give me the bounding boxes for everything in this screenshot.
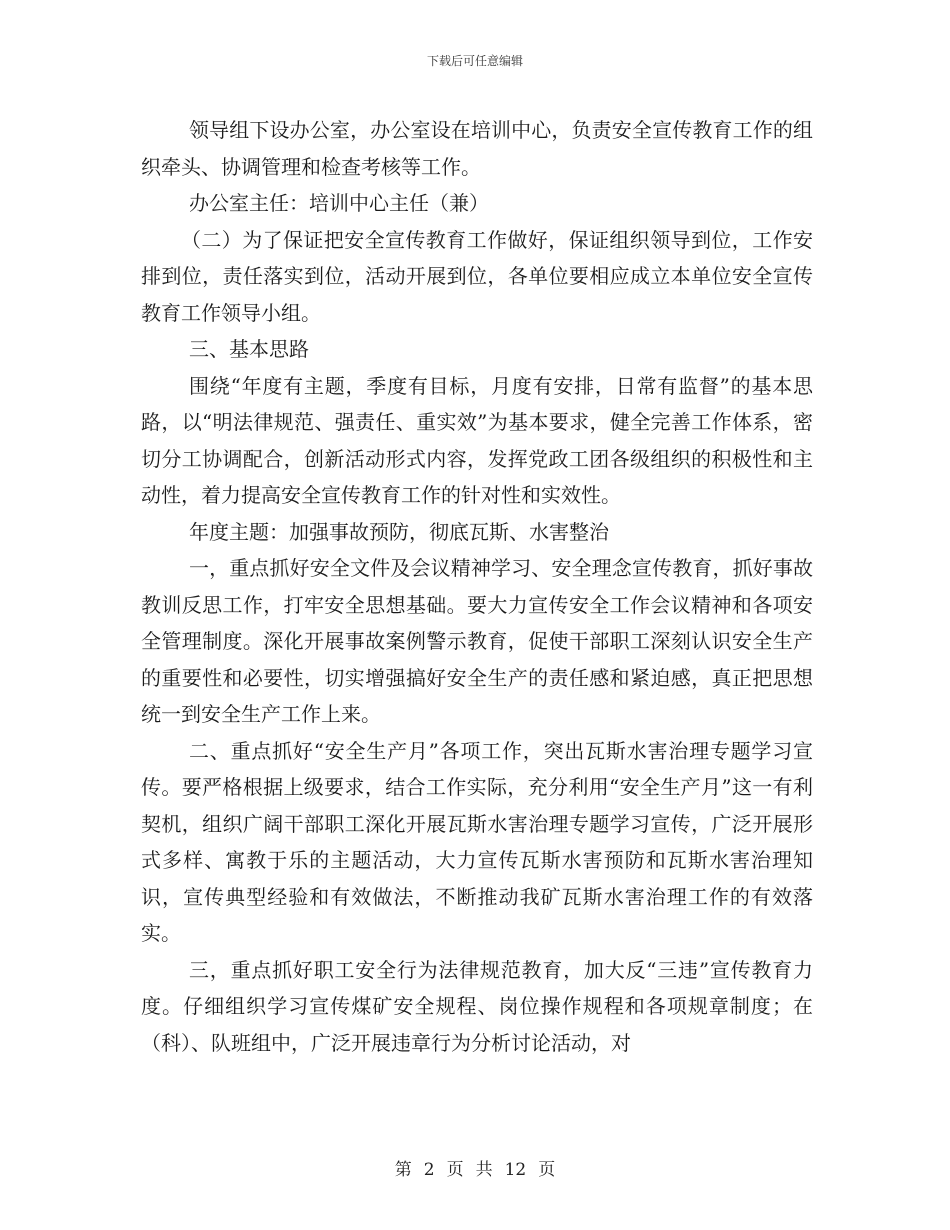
paragraph-point-three: 三，重点抓好职工安全行为法律规范教育，加大反“三违”宣传教育力度。仔细组织学习宣传煤矿安全规程、岗位操作规程和各项规章制度；在（科）、队班组中，广泛开展违章行为分析讨论活动，对 (141, 957, 813, 1055)
footer-total-prefix: 共 (475, 1160, 493, 1180)
paragraph-office-setup: 领导组下设办公室，办公室设在培训中心，负责安全宣传教育工作的组织牵头、协调管理和检查考核等工作。 (141, 118, 813, 179)
paragraph-section-two: （二）为了保证把安全宣传教育工作做好，保证组织领导到位，工作安排到位，责任落实到位，活动开展到位，各单位要相应成立本单位安全宣传教育工作领导小组。 (141, 227, 813, 325)
footer-page-number: 2 (423, 1160, 435, 1180)
heading-basic-approach: 三、基本思路 (189, 337, 309, 361)
paragraph-basic-approach: 围绕“年度有主题，季度有目标，月度有安排，日常有监督”的基本思路，以“明法律规范、强责任、重实效”为基本要求，健全完善工作体系，密切分工协调配合，创新活动形式内容，发挥党政工团各级组织的积极性和主动性，着力提高安全宣传教育工作的针对性和实效性。 (141, 373, 813, 507)
page-header-note: 下载后可任意编辑 (426, 54, 523, 68)
paragraph-point-two: 二、重点抓好“安全生产月”各项工作，突出瓦斯水害治理专题学习宣传。要严格根据上级要求，结合工作实际，充分利用“安全生产月”这一有利契机，组织广阔干部职工深化开展瓦斯水害治理专题学习宣传，广泛开展形式多样、寓教于乐的主题活动，大力宣传瓦斯水害预防和瓦斯水害治理知识，宣传典型经验和有效做法，不断推动我矿瓦斯水害治理工作的有效落实。 (141, 738, 813, 945)
page-footer (0, 1155, 950, 1180)
footer-page-unit: 页 (446, 1160, 464, 1180)
paragraph-annual-theme: 年度主题：加强事故预防，彻底瓦斯、水害整治 (189, 519, 609, 544)
paragraph-office-director: 办公室主任：培训中心主任（兼） (189, 191, 489, 215)
footer-prefix: 第 (394, 1160, 412, 1180)
document-body (141, 112, 813, 1061)
footer-total-pages: 12 (504, 1160, 527, 1180)
paragraph-point-one: 一，重点抓好安全文件及会议精神学习、安全理念宣传教育，抓好事故教训反思工作，打牢安全思想基础。要大力宣传安全工作会议精神和各项安全管理制度。深化开展事故案例警示教育，促使干部职工深刻认识安全生产的重要性和必要性，切实增强搞好安全生产的责任感和紧迫感，真正把思想统一到安全生产工作上来。 (141, 556, 813, 726)
footer-total-unit: 页 (538, 1160, 556, 1180)
